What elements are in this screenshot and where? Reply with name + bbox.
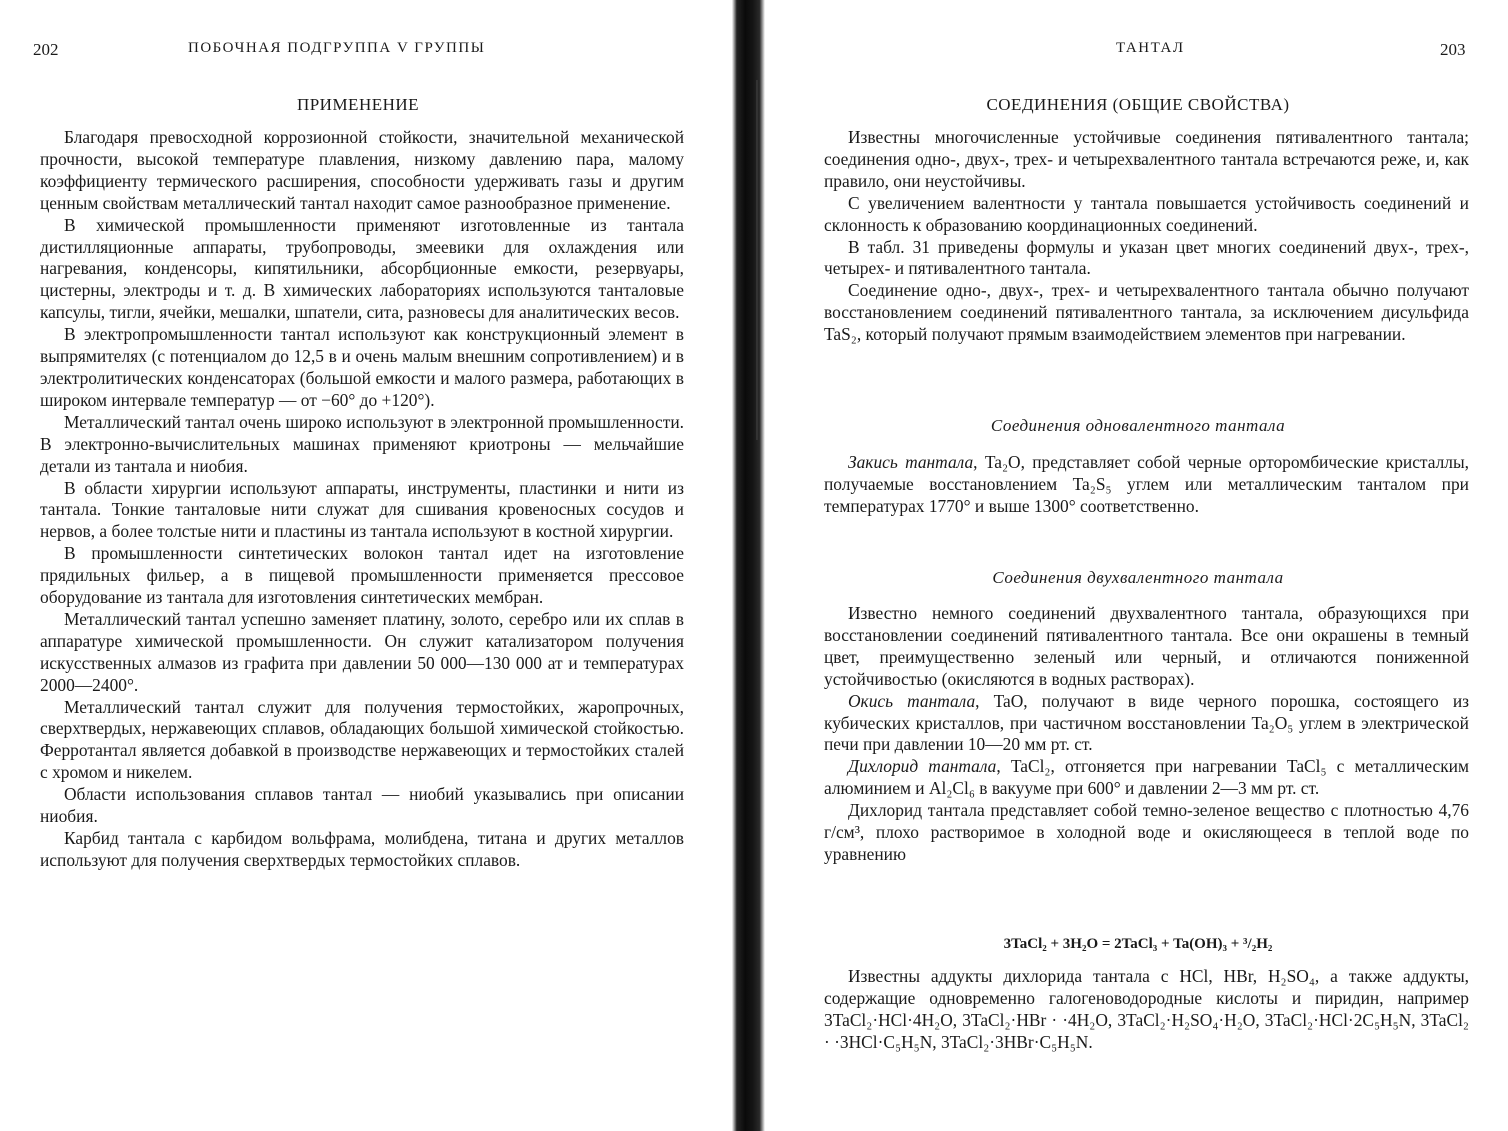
right-paragraph — [824, 691, 1469, 757]
left-paragraph: В электропромышленности тантал используют как конструкционный элемент в выпрямителях (с потенциалом до 12,5 в и очень малым внешним сопротивлением) и в электролитических конденсаторах (большой емкости и малого размера, работающих в широком интервале температур — от −60° до +120°). — [40, 324, 684, 410]
subsection-title-divalent: Соединения двухвалентного тантала — [992, 568, 1284, 587]
left-page-number: 202 — [33, 40, 59, 59]
section-title-application: ПРИМЕНЕНИЕ — [296, 95, 420, 114]
right-paragraph: Соединение одно-, двух-, трех- и четырехвалентного тантала обычно получают восстановлением соединений пятивалентного тантала, за исключением дисульфида TaS₂, который получают прямым взаимодействием элементов при нагревании. — [824, 280, 1469, 345]
term-description: , TaO, получают в виде черного порошка, состоящего из кубических кристаллов, при частичном восстановлении Ta₂O₅ углем в электрической печи при давлении 10—20 мм рт. ст. — [824, 690, 1469, 755]
left-paragraph: Карбид тантала с карбидом вольфрама, молибдена, титана и других металлов используют для получения сверхтвердых термостойких сплавов. — [40, 828, 684, 870]
right-page-number: 203 — [1440, 40, 1466, 59]
left-paragraph: В области хирургии используют аппараты, инструменты, пластинки и нити из тантала. Тонкие танталовые нити служат для сшивания кровеносных сосудов и нервов, а более толстые нити и пластины из тантала используют в костной хирургии. — [40, 477, 684, 542]
right-paragraph: Известны аддукты дихлорида тантала с HCl, HBr, H₂SO₄, а также аддукты, содержащие одновременно галогеноводородные кислоты и пиридин, например 3TaCl₂·HCl·4H₂O, 3TaCl₂·HBr · ·4H₂O, 3TaCl₂·H₂SO₄·H₂O, 3TaCl₂·HCl·2C₅H₅N, 3TaCl₂ · ·3HCl·C₅H₅N, 3TaCl₂·3HBr·C₅H₅N. — [824, 966, 1469, 1052]
term-description: , Ta₂O, представляет собой черные орторомбические кристаллы, получаемые восстановлением Ta₂S₅ углем или металлическим танталом при температурах 1770° и выше 1300° соответственно. — [824, 452, 1470, 516]
right-paragraph: Дихлорид тантала представляет собой темно-зеленое вещество с плотностью 4,76 г/см³, плохо растворимое в холодной воде и окисляющееся в теплой воде по уравнению — [824, 800, 1469, 864]
left-paragraph: Металлический тантал успешно заменяет платину, золото, серебро или их сплав в аппаратуре химической промышленности. Он служит катализатором получения искусственных алмазов из графита при давлении 50 000—130 000 ат и температурах 2000—2400°. — [40, 608, 684, 695]
section-title-compounds: СОЕДИНЕНИЯ (ОБЩИЕ СВОЙСТВА) — [986, 95, 1290, 114]
right-paragraph: С увеличением валентности у тантала повышается устойчивость соединений и склонность к образованию координационных соединений. — [824, 192, 1469, 235]
right-paragraph: В табл. 31 приведены формулы и указан цвет многих соединений двух-, трех-, четырех- и пятивалентного тантала. — [824, 236, 1469, 279]
right-paragraph — [824, 756, 1469, 800]
term-tantalum-oxide: Окись тантала — [848, 690, 976, 711]
left-running-head: ПОБОЧНАЯ ПОДГРУППА V ГРУППЫ — [188, 40, 486, 56]
book-spine — [730, 0, 768, 1131]
monovalent-text — [824, 452, 1469, 518]
chemical-equation: 3TaCl₂ + 3H₂O = 2TaCl₃ + Ta(OH)₃ + ³/₂H₂ — [1003, 936, 1273, 952]
left-body-text — [40, 127, 684, 872]
left-paragraph: В промышленности синтетических волокон тантал идет на изготовление прядильных фильер, а в пищевой промышленности применяется прессовое оборудование из тантала для изготовления синтетических мембран. — [40, 543, 684, 608]
right-running-head: ТАНТАЛ — [1116, 40, 1185, 56]
right-paragraph: Известно немного соединений двухвалентного тантала, образующихся при восстановлении соединений пятивалентного тантала. Все они окрашены в темный цвет, преимущественно зеленый или черный, и отличаются пониженной устойчивостью (окисляются в водных растворах). — [824, 603, 1469, 689]
term-tantalum-dichloride: Дихлорид тантала — [848, 756, 997, 777]
left-page — [0, 0, 730, 1131]
right-page — [768, 0, 1508, 1131]
left-paragraph: Благодаря превосходной коррозионной стойкости, значительной механической прочности, высокой температуре плавления, низкому давлению пара, малому коэффициенту термического расширения, способности удерживать газы и другим ценным свойствам металлический тантал находит самое разнообразное применение. — [40, 127, 684, 213]
left-paragraph: Металлический тантал очень широко используют в электронной промышленности. В электронно-вычислительных машинах применяют криотроны — мельчайшие детали из тантала и ниобия. — [40, 411, 684, 476]
right-paragraph: Известны многочисленные устойчивые соединения пятивалентного тантала; соединения одно-, двух-, трех- и четырехвалентного тантала встречаются реже, и, как правило, они неустойчивы. — [824, 127, 1469, 191]
divalent-text — [824, 603, 1469, 866]
spine-fold-line — [756, 80, 758, 440]
term-description: , TaCl₂, отгоняется при нагревании TaCl₅ с металлическим алюминием и Al₂Cl₆ в вакууме при 600° и давлении 2—3 мм рт. ст. — [824, 756, 1469, 799]
right-paragraph — [824, 452, 1469, 518]
term-tantalum-suboxide: Закись тантала — [848, 452, 974, 472]
left-paragraph: Области использования сплавов тантал — ниобий указывались при описании ниобия. — [40, 784, 684, 827]
right-intro-text — [824, 127, 1469, 346]
left-paragraph: В химической промышленности применяют изготовленные из тантала дистилляционные аппараты, трубопроводы, змеевики для охлаждения или нагревания, конденсоры, кипятильники, абсорбционные емкости, резервуары, цистерны, электроды и т. д. В химических лабораториях используются танталовые капсулы, тигли, ячейки, мешалки, шпатели, сита, разновесы для аналитических весов. — [40, 214, 684, 323]
subsection-title-monovalent: Соединения одновалентного тантала — [990, 416, 1286, 435]
left-paragraph: Металлический тантал служит для получения термостойких, жаропрочных, сверхтвердых, нержавеющих сплавов, обладающих большой химической стойкостью. Ферротантал является добавкой в производстве нержавеющих и термостойких сталей с хромом и никелем. — [40, 696, 684, 783]
adducts-text — [824, 966, 1469, 1054]
